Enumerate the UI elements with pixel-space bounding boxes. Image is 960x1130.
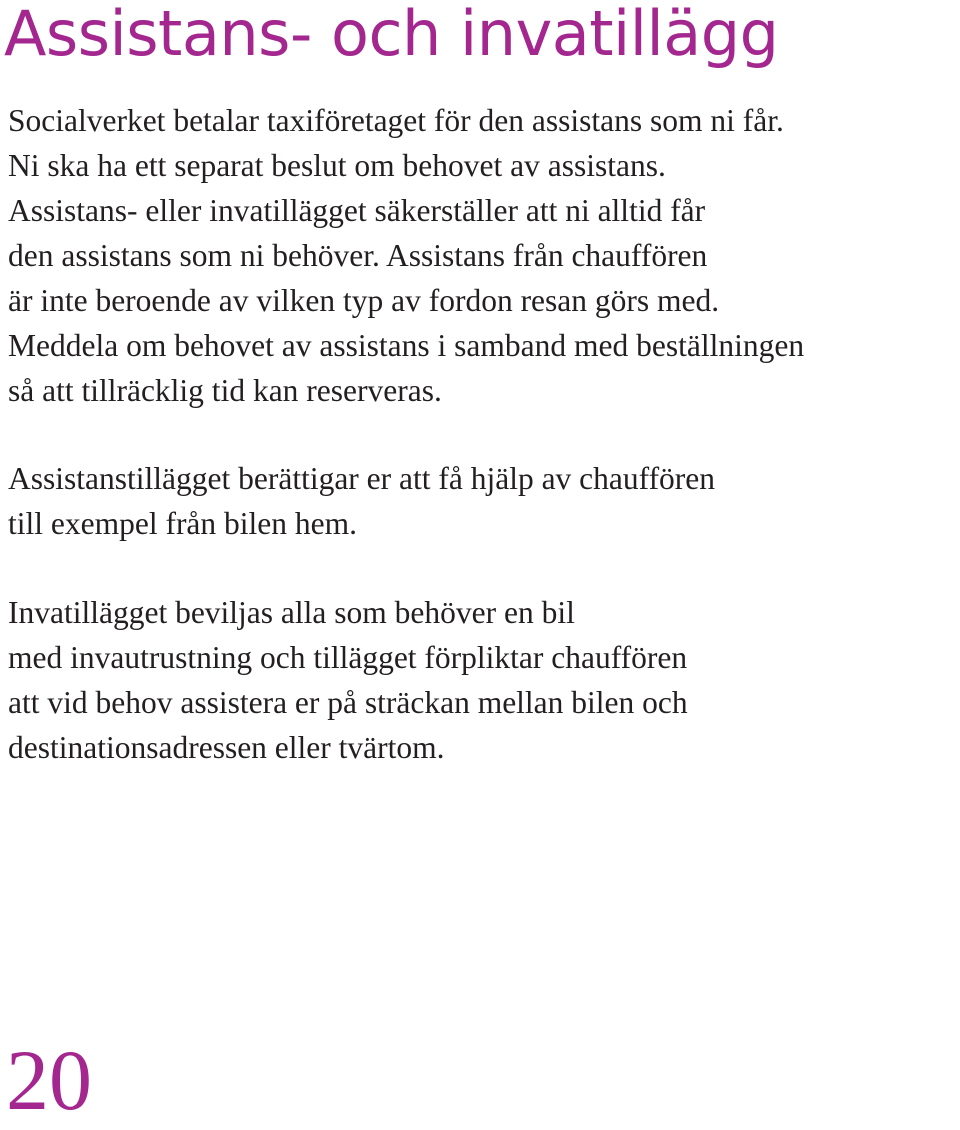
paragraph-inva-supplement: [8, 590, 688, 770]
paragraph-line: så att tillräcklig tid kan reserveras.: [8, 373, 442, 408]
paragraph-line: Assistans- eller invatillägget säkerställer att ni alltid får: [8, 193, 706, 228]
page-title: Assistans- och invatillägg: [4, 0, 779, 70]
page-number: 20: [6, 1032, 92, 1128]
paragraph-line: Socialverket betalar taxiföretaget för den assistans som ni får.: [8, 103, 784, 138]
paragraph-line: Ni ska ha ett separat beslut om behovet av assistans.: [8, 148, 666, 183]
paragraph-line: Meddela om behovet av assistans i samband med beställningen: [8, 328, 805, 363]
paragraph-line: är inte beroende av vilken typ av fordon resan görs med.: [8, 283, 720, 318]
paragraph-line: med invautrustning och tillägget förpliktar chauffören: [8, 640, 688, 675]
paragraph-line: till exempel från bilen hem.: [8, 506, 358, 541]
paragraph-assistance-intro: [8, 98, 804, 413]
paragraph-line: Assistanstillägget berättigar er att få hjälp av chauffören: [8, 461, 716, 496]
paragraph-line: Invatillägget beviljas alla som behöver en bil: [8, 595, 575, 630]
paragraph-line: att vid behov assistera er på sträckan mellan bilen och: [8, 685, 688, 720]
paragraph-line: destinationsadressen eller tvärtom.: [8, 730, 445, 765]
paragraph-assistance-supplement: [8, 456, 715, 546]
paragraph-line: den assistans som ni behöver. Assistans från chauffören: [8, 238, 708, 273]
